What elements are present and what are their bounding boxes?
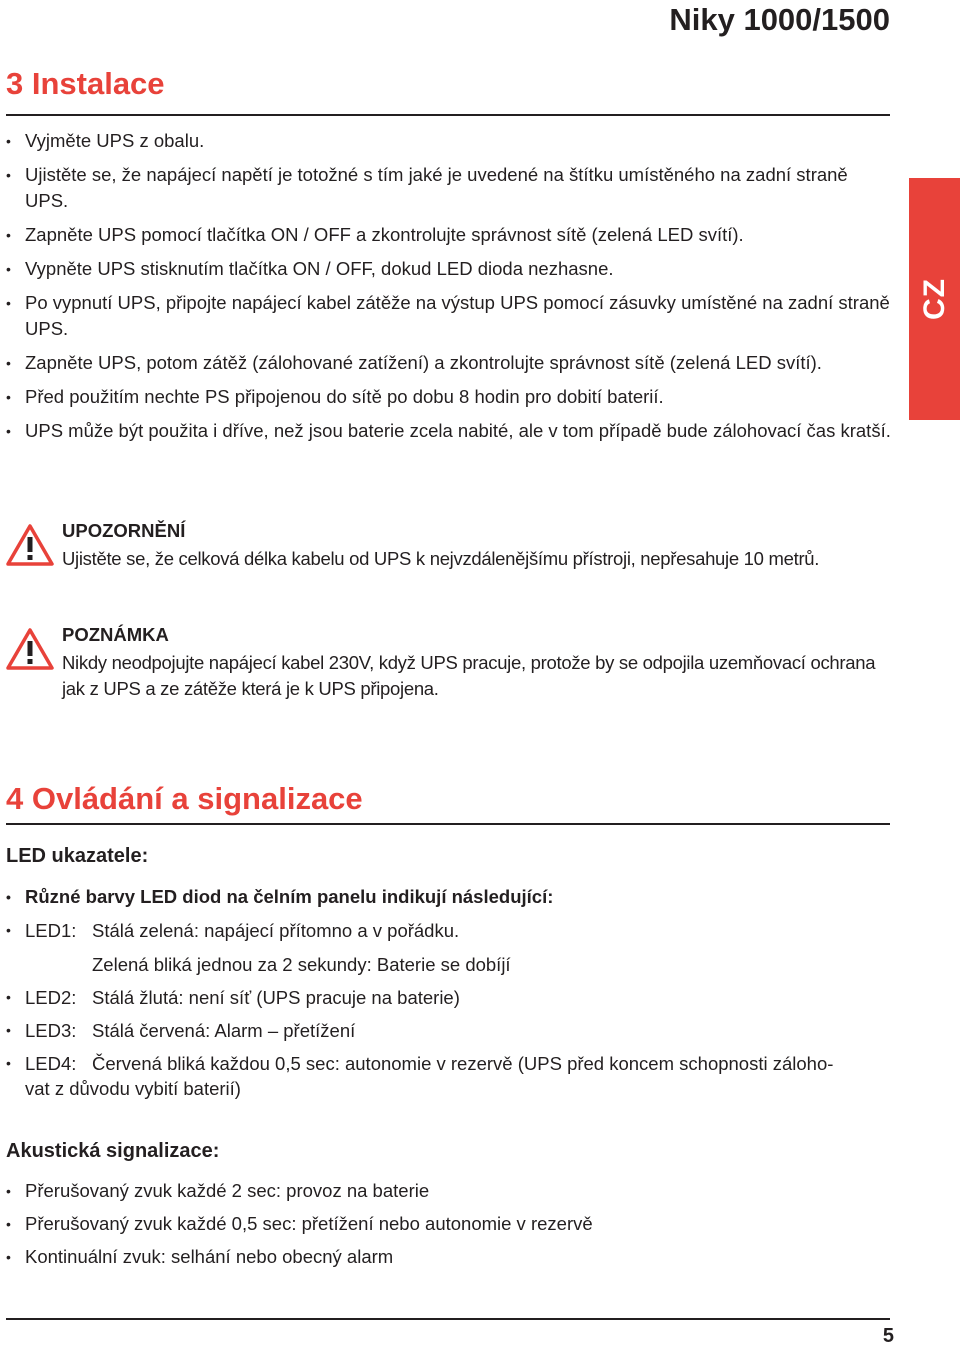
led-code: LED2: (25, 987, 77, 1008)
language-tab (909, 178, 960, 420)
led-item-4 (6, 1051, 896, 1101)
warning-triangle-icon (6, 524, 54, 566)
language-tab-label: CZ (917, 278, 951, 320)
led-text: Stálá červená: Alarm – přetížení (92, 1020, 356, 1041)
section-3-rule (6, 114, 890, 116)
led-item-3 (6, 1018, 896, 1043)
acoustic-heading: Akustická signalizace: (6, 1140, 220, 1162)
list-item: • Přerušovaný zvuk každé 2 sec: provoz na baterie (6, 1178, 896, 1204)
led-text-wrap: vat z důvodu vybití baterií) (25, 1078, 241, 1099)
warning-box (6, 520, 896, 580)
led-code: LED4: (25, 1053, 77, 1074)
list-item: • Ujistěte se, že napájecí napětí je totožné s tím jaké je uvedené na štítku umístěného na zadní straně UPS. (6, 162, 896, 214)
section-4-title: 4 Ovládání a signalizace (6, 781, 363, 816)
list-item: • Zapněte UPS pomocí tlačítka ON / OFF a zkontrolujte správnost sítě (zelená LED svítí). (6, 222, 896, 248)
warning-title: UPOZORNĚNÍ (62, 520, 186, 541)
led-text: Stálá zelená: napájecí přítomno a v pořádku. (92, 920, 460, 941)
led-heading: LED ukazatele: (6, 845, 149, 867)
led-text: Červená bliká každou 0,5 sec: autonomie v rezervě (UPS před koncem schopnosti záloho- (92, 1053, 834, 1074)
list-item: • Kontinuální zvuk: selhání nebo obecný alarm (6, 1244, 896, 1270)
list-item: • Vyjměte UPS z obalu. (6, 128, 896, 154)
warning-text: Ujistěte se, že celková délka kabelu od UPS k nejvzdálenějšímu přístroji, nepřesahuje 10 metrů. (62, 548, 820, 569)
acoustic-list (6, 1178, 896, 1270)
note-title: POZNÁMKA (62, 624, 169, 645)
list-item: • UPS může být použita i dříve, než jsou baterie zcela nabité, ale v tom případě bude zálohovací čas kratší. (6, 418, 896, 444)
footer-rule (6, 1318, 890, 1320)
list-item: • Po vypnutí UPS, připojte napájecí kabel zátěže na výstup UPS pomocí zásuvky umístěné na zadní straně UPS. (6, 290, 896, 342)
list-item: • Vypněte UPS stisknutím tlačítka ON / OFF, dokud LED dioda nezhasne. (6, 256, 896, 282)
led-code: LED1: (25, 920, 77, 941)
list-item: • Zapněte UPS, potom zátěž (zálohované zatížení) a zkontrolujte správnost sítě (zelená LED svítí). (6, 350, 896, 376)
led-intro: • Různé barvy LED diod na čelním panelu indikují následující: (6, 884, 896, 910)
note-box (6, 624, 896, 704)
led-code: LED3: (25, 1020, 77, 1041)
led-extra: Zelená bliká jednou za 2 sekundy: Baterie se dobíjí (92, 954, 511, 975)
led-item-1 (6, 918, 896, 977)
page-number: 5 (882, 1325, 894, 1347)
led-intro-list (6, 884, 896, 910)
led-item-2 (6, 985, 896, 1010)
led-text: Stálá žlutá: není síť (UPS pracuje na baterie) (92, 987, 460, 1008)
led-list (6, 918, 896, 1109)
section-3-title: 3 Instalace (6, 66, 165, 101)
section-4-rule (6, 823, 890, 825)
model-title: Niky 1000/1500 (669, 2, 890, 37)
installation-steps (6, 128, 896, 444)
note-text: Nikdy neodpojujte napájecí kabel 230V, když UPS pracuje, protože by se odpojila uzemňovací ochrana jak z UPS a ze zátěže která je k UPS připojena. (62, 652, 876, 699)
warning-triangle-icon (6, 628, 54, 670)
list-item: • Přerušovaný zvuk každé 0,5 sec: přetížení nebo autonomie v rezervě (6, 1211, 896, 1237)
list-item: • Před použitím nechte PS připojenou do sítě po dobu 8 hodin pro dobití baterií. (6, 384, 896, 410)
